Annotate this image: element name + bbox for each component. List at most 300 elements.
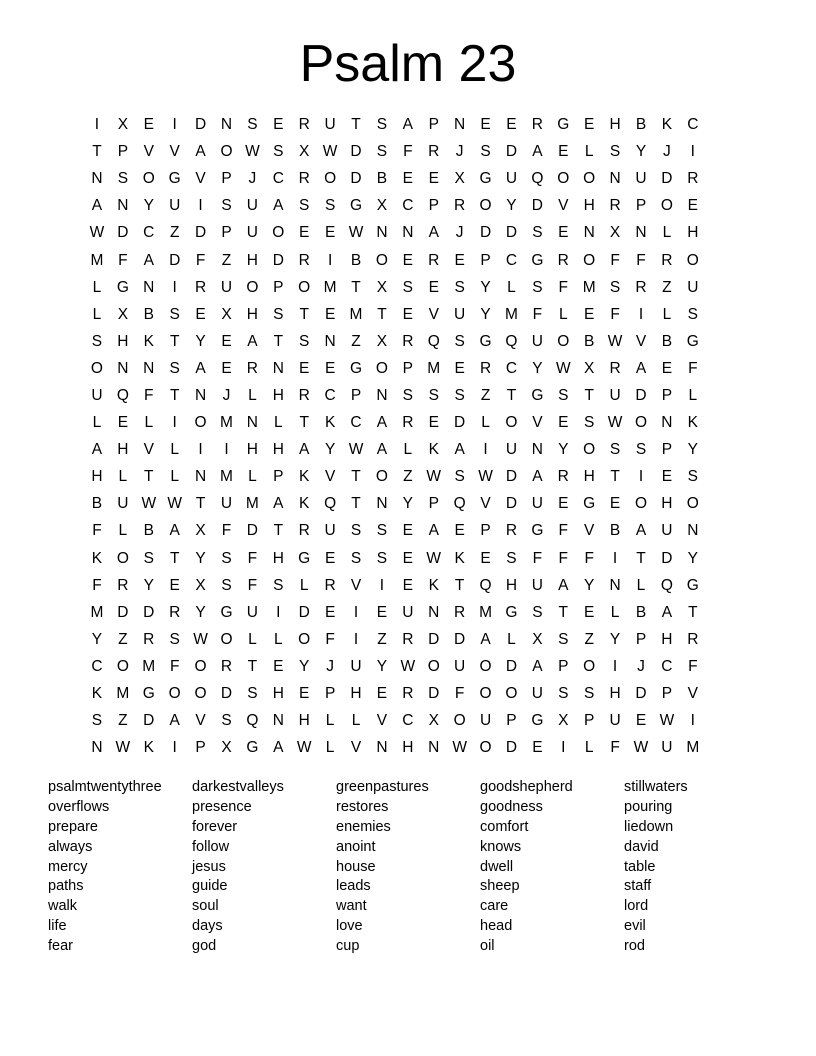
grid-letter: U: [661, 739, 673, 757]
grid-letter: L: [584, 739, 594, 757]
grid-row: [84, 572, 706, 599]
grid-letter: D: [531, 197, 543, 215]
grid-letter: H: [505, 576, 518, 594]
grid-letter: B: [635, 116, 647, 134]
word-list-item: restores: [336, 798, 389, 815]
grid-letter: R: [169, 603, 181, 621]
grid-letter: M: [220, 414, 233, 432]
grid-letter: P: [273, 468, 284, 486]
grid-letter: R: [428, 251, 440, 269]
grid-letter: R: [402, 414, 414, 432]
word-list-item: mercy: [48, 858, 88, 875]
grid-letter: P: [558, 657, 569, 675]
grid-letter: A: [402, 116, 413, 134]
grid-letter: E: [480, 549, 491, 567]
grid-letter: F: [558, 522, 568, 540]
grid-letter: L: [325, 739, 335, 757]
word-list-item: overflows: [48, 798, 110, 815]
grid-letter: O: [505, 414, 518, 432]
grid-letter: G: [142, 685, 155, 703]
grid-letter: Z: [662, 278, 672, 296]
grid-row: [84, 545, 706, 572]
grid-letter: K: [428, 576, 439, 594]
grid-letter: D: [194, 116, 207, 134]
grid-letter: P: [428, 197, 439, 215]
page-title: Psalm 23: [299, 35, 517, 93]
grid-letter: F: [169, 657, 180, 675]
grid-letter: O: [583, 441, 596, 459]
grid-letter: A: [532, 468, 543, 486]
grid-letter: G: [686, 576, 699, 594]
grid-row: [84, 382, 706, 409]
grid-letter: S: [687, 305, 698, 323]
grid-letter: S: [221, 712, 232, 730]
grid-letter: I: [483, 441, 488, 459]
grid-letter: D: [117, 224, 129, 242]
grid-letter: O: [583, 657, 596, 675]
grid-letter: E: [402, 251, 413, 269]
grid-letter: X: [221, 305, 232, 323]
grid-letter: Y: [402, 495, 413, 513]
grid-letter: Q: [531, 170, 544, 188]
grid-letter: P: [221, 170, 232, 188]
grid-letter: F: [558, 549, 568, 567]
grid-letter: W: [426, 468, 442, 486]
grid-letter: D: [220, 685, 233, 703]
grid-letter: L: [636, 576, 646, 594]
grid-letter: E: [402, 305, 413, 323]
grid-letter: S: [221, 576, 232, 594]
grid-row: [84, 653, 706, 680]
grid-letter: N: [428, 603, 440, 621]
grid-row: [84, 246, 706, 273]
grid-letter: I: [638, 305, 644, 323]
grid-letter: W: [348, 441, 364, 459]
grid-letter: Z: [377, 630, 387, 648]
grid-letter: I: [690, 712, 695, 730]
word-list-item: walk: [48, 898, 78, 915]
grid-letter: I: [198, 441, 203, 459]
grid-letter: H: [609, 116, 621, 134]
grid-letter: S: [558, 386, 569, 404]
grid-letter: H: [117, 332, 129, 350]
grid-row: [84, 490, 706, 517]
grid-letter: K: [91, 685, 103, 703]
grid-letter: B: [91, 495, 103, 513]
grid-letter: S: [221, 197, 232, 215]
word-list-item: soul: [192, 898, 219, 915]
grid-letter: R: [609, 359, 621, 377]
grid-letter: F: [403, 143, 413, 161]
grid-letter: M: [504, 305, 518, 323]
grid-letter: S: [454, 332, 465, 350]
grid-letter: N: [194, 386, 207, 404]
grid-letter: Q: [116, 386, 129, 404]
grid-letter: W: [607, 414, 623, 432]
grid-letter: A: [480, 630, 491, 648]
grid-letter: W: [426, 549, 442, 567]
grid-letter: F: [532, 305, 543, 323]
grid-letter: I: [198, 197, 203, 215]
word-list-item: liedown: [624, 818, 674, 835]
grid-letter: T: [299, 414, 309, 432]
grid-letter: L: [144, 414, 154, 432]
grid-letter: R: [402, 332, 414, 350]
grid-letter: D: [428, 685, 440, 703]
grid-letter: D: [454, 414, 466, 432]
grid-letter: O: [375, 359, 388, 377]
word-column: [480, 778, 624, 957]
grid-letter: Q: [660, 576, 673, 594]
grid-letter: L: [688, 386, 698, 404]
grid-letter: G: [583, 495, 596, 513]
grid-letter: D: [246, 522, 258, 540]
grid-letter: H: [298, 712, 310, 730]
grid-letter: K: [687, 414, 698, 432]
grid-letter: Q: [453, 495, 466, 513]
grid-letter: D: [661, 549, 673, 567]
grid-letter: T: [169, 549, 180, 567]
word-list-item: presence: [192, 798, 252, 815]
word-list-item: knows: [480, 838, 522, 855]
grid-letter: Y: [376, 657, 388, 675]
grid-letter: F: [454, 685, 465, 703]
grid-letter: A: [247, 332, 258, 350]
grid-letter: P: [195, 739, 206, 757]
grid-letter: T: [169, 386, 180, 404]
grid-letter: U: [220, 278, 233, 296]
grid-letter: F: [221, 522, 232, 540]
grid-letter: E: [402, 549, 413, 567]
grid-letter: Y: [506, 197, 517, 215]
grid-letter: T: [92, 143, 102, 161]
grid-letter: T: [144, 468, 154, 486]
grid-letter: Y: [687, 441, 698, 459]
grid-letter: S: [91, 332, 103, 350]
grid-letter: R: [117, 576, 129, 594]
grid-letter: F: [144, 386, 154, 404]
grid-letter: Y: [584, 576, 595, 594]
grid-letter: N: [376, 386, 388, 404]
grid-letter: E: [117, 414, 129, 432]
grid-letter: I: [224, 441, 229, 459]
grid-letter: G: [168, 170, 181, 188]
grid-letter: O: [168, 685, 181, 703]
grid-letter: J: [455, 224, 464, 242]
grid-letter: D: [661, 170, 673, 188]
grid-letter: D: [505, 739, 518, 757]
grid-letter: E: [428, 170, 439, 188]
grid-letter: U: [454, 305, 466, 323]
grid-letter: S: [609, 278, 621, 296]
grid-letter: M: [220, 468, 233, 486]
grid-letter: N: [117, 359, 129, 377]
grid-letter: P: [661, 441, 673, 459]
word-list-item: david: [624, 838, 659, 855]
grid-letter: W: [348, 224, 364, 242]
grid-letter: X: [117, 305, 129, 323]
grid-letter: S: [480, 143, 491, 161]
grid-letter: G: [686, 332, 699, 350]
grid-letter: J: [455, 143, 464, 161]
grid-letter: U: [246, 603, 258, 621]
grid-letter: U: [91, 386, 103, 404]
grid-letter: T: [273, 332, 284, 350]
grid-letter: U: [609, 712, 621, 730]
grid-letter: S: [117, 170, 129, 188]
grid-letter: W: [400, 657, 416, 675]
word-list-item: cup: [336, 938, 360, 955]
grid-letter: W: [659, 712, 675, 730]
grid-letter: N: [194, 468, 207, 486]
grid-letter: S: [402, 386, 413, 404]
grid-letter: S: [247, 116, 258, 134]
grid-letter: N: [324, 332, 336, 350]
grid-letter: E: [221, 359, 232, 377]
grid-letter: R: [635, 278, 647, 296]
grid-letter: O: [298, 278, 311, 296]
grid-letter: D: [350, 170, 362, 188]
grid-letter: O: [453, 712, 466, 730]
grid-letter: E: [584, 116, 595, 134]
grid-letter: S: [143, 549, 154, 567]
grid-letter: S: [584, 685, 595, 703]
grid-letter: M: [116, 685, 130, 703]
grid-letter: E: [609, 495, 621, 513]
grid-letter: O: [194, 414, 207, 432]
grid-letter: K: [91, 549, 103, 567]
grid-letter: P: [428, 116, 439, 134]
grid-letter: O: [220, 143, 233, 161]
grid-letter: S: [532, 224, 543, 242]
grid-letter: V: [635, 332, 647, 350]
grid-letter: O: [298, 630, 311, 648]
grid-letter: C: [505, 359, 518, 377]
word-list-item: rod: [624, 938, 645, 955]
grid-letter: O: [246, 278, 259, 296]
grid-letter: Z: [118, 630, 128, 648]
grid-letter: M: [245, 495, 259, 513]
grid-letter: T: [636, 549, 646, 567]
word-list-item: pouring: [624, 798, 673, 815]
grid-letter: V: [350, 739, 362, 757]
grid-letter: F: [688, 359, 698, 377]
grid-letter: E: [273, 116, 284, 134]
grid-letter: X: [454, 170, 465, 188]
grid-letter: N: [428, 739, 440, 757]
grid-letter: L: [558, 305, 568, 323]
grid-letter: L: [273, 630, 283, 648]
word-list-item: forever: [192, 818, 238, 835]
grid-letter: S: [454, 386, 465, 404]
grid-letter: D: [479, 224, 492, 242]
grid-letter: E: [428, 278, 439, 296]
grid-letter: G: [531, 712, 544, 730]
grid-letter: P: [324, 685, 336, 703]
grid-letter: S: [376, 116, 388, 134]
grid-letter: T: [454, 576, 465, 594]
grid-letter: U: [350, 657, 362, 675]
grid-letter: O: [194, 685, 207, 703]
grid-letter: U: [635, 170, 647, 188]
word-list-item: follow: [192, 838, 230, 855]
grid-letter: T: [351, 468, 361, 486]
grid-letter: N: [376, 224, 388, 242]
grid-letter: C: [505, 251, 518, 269]
grid-letter: X: [428, 712, 439, 730]
grid-letter: Y: [143, 576, 154, 594]
grid-letter: O: [479, 739, 492, 757]
grid-letter: H: [661, 630, 673, 648]
grid-letter: S: [532, 603, 543, 621]
grid-row: [84, 517, 706, 544]
grid-letter: Q: [427, 332, 440, 350]
grid-letter: V: [428, 305, 439, 323]
grid-letter: U: [531, 332, 543, 350]
grid-letter: R: [687, 170, 699, 188]
grid-letter: N: [583, 224, 595, 242]
grid-letter: F: [610, 251, 620, 269]
grid-letter: C: [350, 414, 362, 432]
grid-letter: R: [557, 468, 569, 486]
grid-letter: O: [427, 657, 440, 675]
grid-letter: E: [661, 468, 673, 486]
grid-letter: P: [635, 197, 647, 215]
grid-letter: S: [376, 143, 388, 161]
grid-letter: S: [635, 441, 647, 459]
grid-row: [84, 274, 706, 301]
grid-letter: E: [558, 495, 569, 513]
grid-row: [84, 328, 706, 355]
grid-row: [84, 192, 706, 219]
grid-row: [84, 680, 706, 707]
grid-letter: K: [143, 739, 154, 757]
grid-letter: H: [91, 468, 103, 486]
grid-letter: P: [480, 522, 491, 540]
grid-letter: G: [479, 170, 492, 188]
grid-letter: G: [531, 251, 544, 269]
grid-letter: T: [610, 468, 620, 486]
grid-letter: B: [609, 522, 621, 540]
grid-letter: D: [635, 386, 647, 404]
grid-letter: H: [350, 685, 362, 703]
grid-letter: U: [402, 603, 414, 621]
grid-letter: U: [117, 495, 129, 513]
grid-letter: M: [90, 603, 104, 621]
grid-letter: Z: [403, 468, 413, 486]
grid-letter: R: [194, 278, 207, 296]
grid-letter: L: [118, 522, 128, 540]
grid-letter: I: [172, 116, 177, 134]
word-list-item: always: [48, 838, 93, 855]
grid-letter: E: [169, 576, 180, 594]
grid-letter: Y: [558, 441, 569, 459]
grid-letter: E: [661, 359, 673, 377]
grid-letter: R: [454, 197, 466, 215]
grid-letter: X: [299, 143, 310, 161]
grid-letter: G: [116, 278, 129, 296]
grid-letter: I: [172, 278, 177, 296]
grid-letter: M: [323, 278, 337, 296]
word-list-item: oil: [480, 938, 495, 955]
grid-letter: Y: [635, 143, 647, 161]
grid-letter: R: [298, 170, 310, 188]
grid-letter: B: [350, 251, 362, 269]
grid-letter: Q: [479, 576, 492, 594]
grid-letter: E: [687, 197, 698, 215]
grid-letter: P: [584, 712, 595, 730]
grid-letter: L: [170, 468, 179, 486]
grid-letter: D: [143, 712, 155, 730]
grid-letter: U: [324, 522, 336, 540]
grid-letter: E: [221, 332, 232, 350]
grid-letter: A: [376, 441, 388, 459]
grid-letter: U: [454, 657, 466, 675]
grid-letter: X: [558, 712, 569, 730]
grid-letter: Q: [505, 332, 518, 350]
grid-letter: O: [583, 251, 596, 269]
grid-letter: S: [402, 278, 413, 296]
grid-letter: T: [351, 495, 361, 513]
grid-letter: T: [273, 522, 284, 540]
grid-row: [84, 734, 706, 761]
grid-row: [84, 599, 706, 626]
word-list-item: want: [336, 898, 367, 915]
grid-letter: N: [531, 441, 543, 459]
grid-letter: L: [610, 603, 620, 621]
word-list-item: days: [192, 918, 223, 935]
grid-letter: V: [195, 170, 206, 188]
grid-letter: E: [143, 116, 154, 134]
grid-letter: E: [506, 116, 517, 134]
grid-row: [84, 111, 706, 138]
grid-letter: F: [584, 549, 594, 567]
grid-letter: R: [687, 630, 699, 648]
word-list-item: lord: [624, 898, 649, 915]
grid-letter: O: [634, 414, 648, 432]
grid-letter: R: [298, 116, 310, 134]
grid-letter: Y: [532, 359, 543, 377]
grid-letter: D: [505, 468, 518, 486]
grid-letter: E: [558, 414, 569, 432]
grid-letter: H: [402, 739, 414, 757]
grid-letter: R: [402, 685, 414, 703]
grid-letter: W: [322, 143, 338, 161]
grid-letter: D: [143, 603, 155, 621]
grid-letter: I: [612, 657, 618, 675]
grid-letter: R: [661, 251, 673, 269]
grid-letter: J: [326, 657, 334, 675]
grid-letter: H: [687, 224, 699, 242]
grid-letter: W: [296, 739, 312, 757]
grid-letter: P: [273, 278, 284, 296]
grid-letter: O: [479, 197, 492, 215]
grid-letter: E: [532, 739, 543, 757]
grid-letter: D: [272, 251, 284, 269]
grid-letter: S: [91, 712, 103, 730]
grid-letter: E: [273, 657, 284, 675]
grid-letter: N: [376, 739, 388, 757]
grid-letter: E: [584, 305, 595, 323]
grid-letter: D: [505, 495, 518, 513]
grid-letter: P: [506, 712, 517, 730]
grid-letter: E: [324, 359, 336, 377]
word-list-item: anoint: [336, 838, 376, 855]
word-list-item: darkestvalleys: [192, 779, 284, 795]
word-list-item: care: [480, 898, 509, 915]
grid-letter: F: [688, 657, 698, 675]
grid-letter: N: [661, 414, 673, 432]
